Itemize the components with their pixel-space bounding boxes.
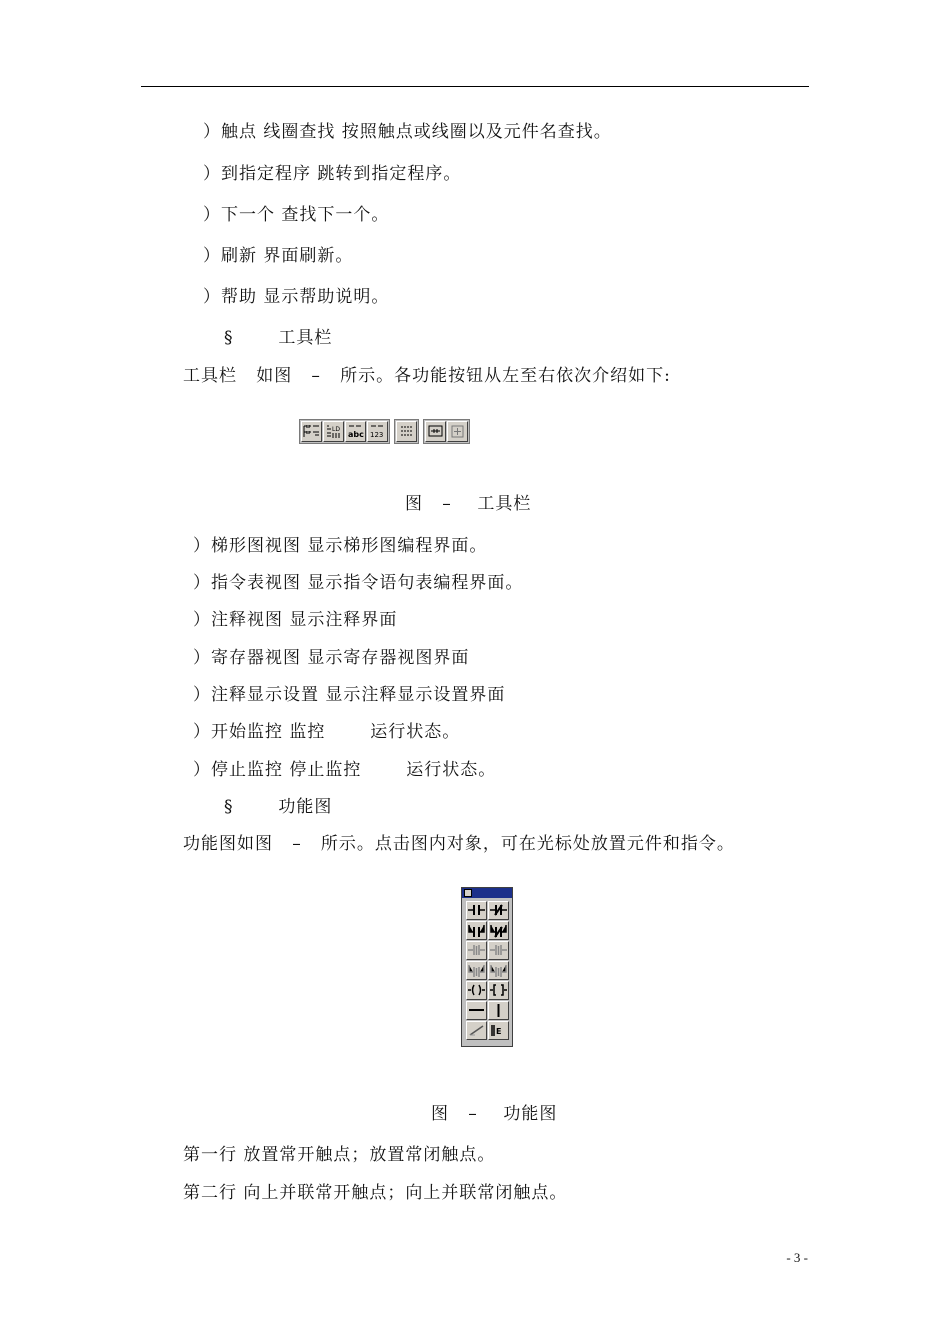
menu-item-find-contact: ）触点 线圈查找 按照触点或线圈以及元件名查找。 — [203, 122, 612, 142]
start-monitor-icon[interactable] — [425, 421, 446, 442]
palette-menu-icon[interactable] — [464, 889, 472, 897]
parallel-falling-icon[interactable] — [488, 961, 509, 980]
menu-item-help: ）帮助 显示帮助说明。 — [203, 287, 390, 307]
page-number: - 3 - — [786, 1250, 808, 1265]
stop-monitor-icon[interactable] — [447, 421, 468, 442]
section-heading-function: § 功能图 — [224, 797, 333, 817]
comment-view-icon[interactable] — [345, 421, 366, 442]
menu-item-goto-program: ）到指定程序 跳转到指定程序。 — [203, 164, 462, 184]
toolbar-item-comment: ）注释视图 显示注释界面 — [193, 610, 398, 630]
toolbar-group-comment — [394, 419, 419, 444]
toolbar-figure — [299, 418, 474, 444]
function-intro: 功能图如图 – 所示。点击图内对象，可在光标处放置元件和指令。 — [183, 834, 735, 854]
function-coil-icon[interactable] — [488, 981, 509, 1000]
svg-text:123: 123 — [370, 430, 384, 439]
instruction-list-icon[interactable] — [323, 421, 344, 442]
delete-line-icon[interactable] — [466, 1021, 487, 1040]
section-heading-toolbar: § 工具栏 — [224, 328, 333, 348]
toolbar-item-start-monitor: ）开始监控 监控 运行状态。 — [193, 722, 461, 742]
function-figure-caption: 图 – 功能图 — [431, 1104, 558, 1124]
toolbar-group-monitor — [423, 419, 470, 444]
no-contact-icon[interactable] — [466, 901, 487, 920]
row-description-2: 第二行 向上并联常开触点；向上并联常闭触点。 — [183, 1183, 568, 1203]
palette-grid — [462, 898, 512, 1043]
toolbar-item-register: ）寄存器视图 显示寄存器视图界面 — [193, 648, 470, 668]
toolbar-item-ladder: ）梯形图视图 显示梯形图编程界面。 — [193, 536, 488, 556]
register-view-icon[interactable] — [367, 421, 388, 442]
parallel-no-contact-icon[interactable] — [466, 921, 487, 940]
horizontal-line-icon[interactable] — [466, 1001, 487, 1020]
header-rule — [141, 86, 809, 87]
nc-contact-icon[interactable] — [488, 901, 509, 920]
rising-contact-icon[interactable] — [466, 941, 487, 960]
svg-text:E: E — [495, 1027, 501, 1036]
instruction-box-icon[interactable] — [488, 1021, 509, 1040]
ladder-view-icon[interactable] — [301, 421, 322, 442]
menu-item-next: ）下一个 查找下一个。 — [203, 205, 390, 225]
function-palette — [461, 887, 513, 1047]
toolbar-item-stop-monitor: ）停止监控 停止监控 运行状态。 — [193, 760, 497, 780]
vertical-line-icon[interactable] — [488, 1001, 509, 1020]
parallel-nc-contact-icon[interactable] — [488, 921, 509, 940]
svg-text:LD: LD — [332, 425, 340, 433]
coil-icon[interactable] — [466, 981, 487, 1000]
toolbar-group-views — [299, 419, 390, 444]
menu-item-refresh: ）刷新 界面刷新。 — [203, 246, 354, 266]
parallel-rising-icon[interactable] — [466, 961, 487, 980]
toolbar-intro: 工具栏 如图 – 所示。各功能按钮从左至右依次介绍如下: — [183, 366, 671, 386]
palette-titlebar — [462, 888, 512, 898]
comment-setting-icon[interactable] — [396, 421, 417, 442]
falling-contact-icon[interactable] — [488, 941, 509, 960]
toolbar-item-comment-setting: ）注释显示设置 显示注释显示设置界面 — [193, 685, 506, 705]
toolbar-item-instruction: ）指令表视图 显示指令语句表编程界面。 — [193, 573, 524, 593]
toolbar-figure-caption: 图 – 工具栏 — [405, 494, 532, 514]
row-description-1: 第一行 放置常开触点；放置常闭触点。 — [183, 1145, 496, 1165]
svg-text:abc: abc — [348, 429, 364, 439]
